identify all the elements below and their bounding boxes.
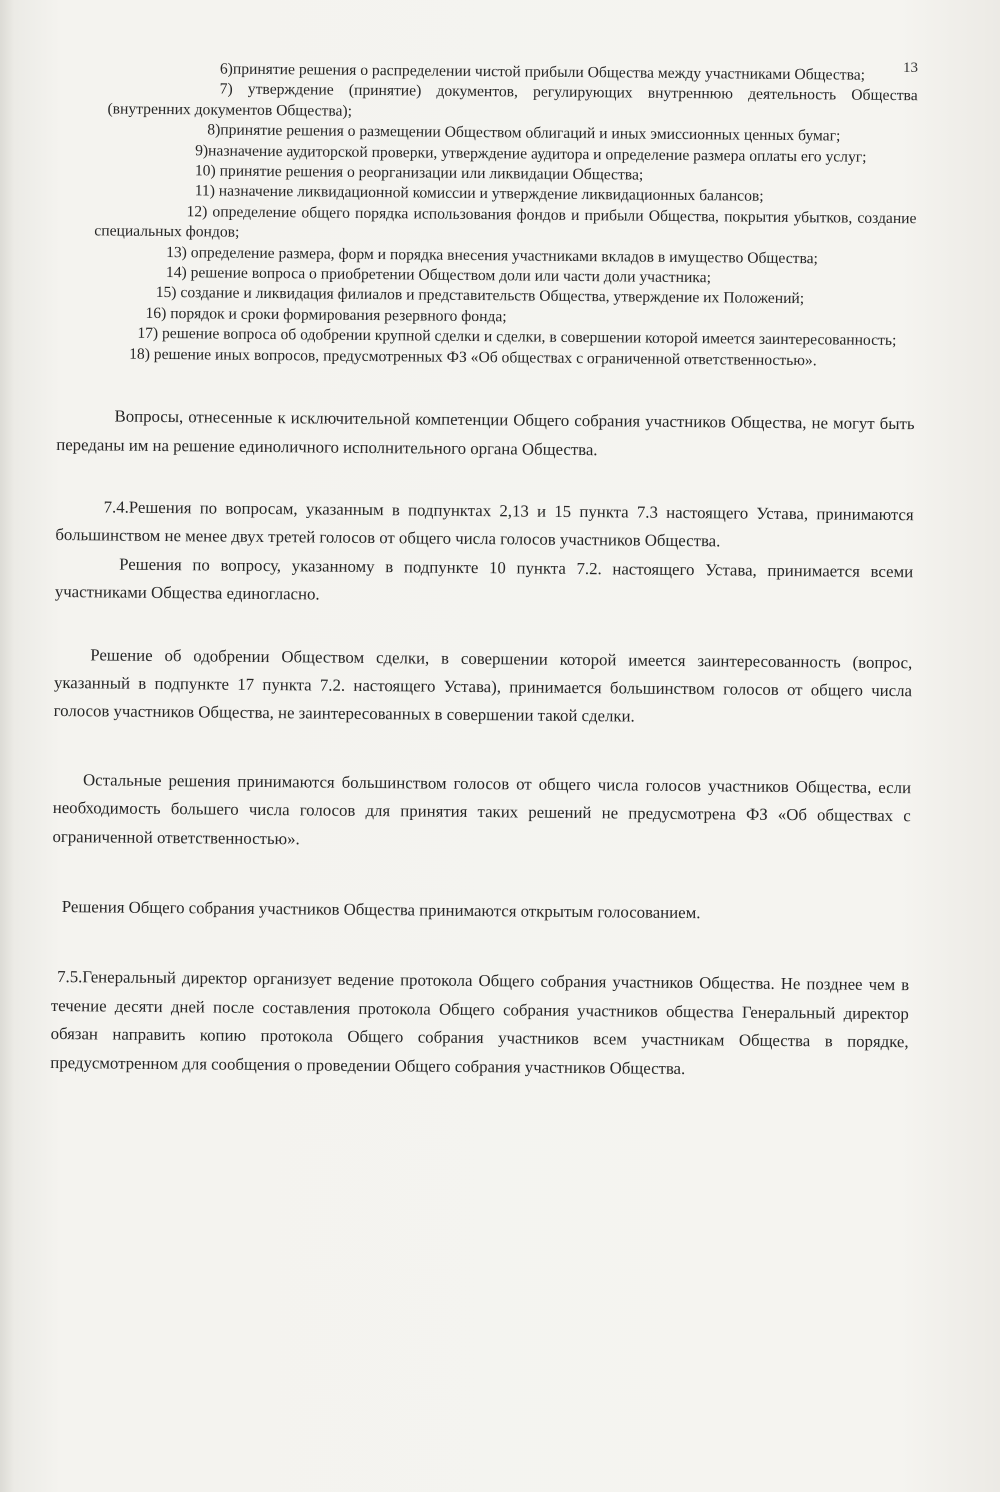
- competence-list: [57, 58, 918, 372]
- paragraph-other-decisions: Остальные решения принимаются большинством голосов от общего числа голосов участников Общества, если необходимость большего числа голосов для принятия таких решений не предусмотрена ФЗ «Об обществах с ограниченной ответственностью».: [52, 770, 912, 848]
- paragraph-unanimous-decision: Решения по вопросу, указанному в подпункте 10 пункта 7.2. настоящего Устава, принимается всеми участниками Общества единогласно.: [54, 554, 914, 604]
- scan-edge-shadow: [0, 0, 14, 1492]
- paragraph-clause-7-5: 7.5.Генеральный директор организует ведение протокола Общего собрания участников Общества. Не позднее чем в течение десяти дней после составления протокола Общего собрания участников общества Генеральный директор обязан направить копию протокола Общего собрания участников всем участникам Общества в порядке, предусмотренном для сообщения о проведении Общего собрания участников Общества.: [50, 967, 910, 1078]
- list-item-6: 6)принятие решения о распределении чистой прибыли Общества между участниками Общества;: [219, 60, 866, 84]
- document-body: [50, 402, 914, 1085]
- paragraph-open-voting: Решения Общего собрания участников Общества принимаются открытым голосованием.: [61, 897, 701, 923]
- list-item-7: 7) утверждение (принятие) документов, регулирующих внутреннюю деятельность Общества (внутренних документов Общества);: [107, 80, 918, 120]
- list-item-10: 10) принятие решения о реорганизации или ликвидации Общества;: [194, 162, 644, 184]
- list-item-9: 9)назначение аудиторской проверки, утверждение аудитора и определение размера оплаты его услуг;: [195, 141, 867, 166]
- list-item-13: 13) определение размера, форм и порядка внесения участниками вкладов в имущество Общества;: [166, 243, 818, 267]
- document-content: [50, 58, 918, 1085]
- paragraph-exclusive-competence: Вопросы, отнесенные к исключительной компетенции Общего собрания участников Общества, не могут быть переданы им на решение единоличного исполнительного органа Общества.: [56, 406, 915, 459]
- paragraph-interested-deal: Решение об одобрении Обществом сделки, в совершении которой имеется заинтересованность (вопрос, указанный в подпункте 17 пункта 7.2. настоящего Устава), принимается большинством голосов от общего числа голосов участников Общества, не заинтересованных в совершении такой сделки.: [53, 644, 913, 726]
- paragraph-clause-7-4: 7.4.Решения по вопросам, указанным в подпунктах 2,13 и 15 пункта 7.3 настоящего Устава, принимаются большинством не менее двух третей голосов от общего числа голосов участников Общества.: [55, 497, 914, 551]
- page-number: 13: [903, 60, 918, 76]
- list-item-14: 14) решение вопроса о приобретении Обществом доли или части доли участника;: [165, 264, 712, 287]
- list-item-8: 8)принятие решения о размещении Обществом облигаций и иных эмиссионных ценных бумаг;: [207, 121, 841, 145]
- list-item-16: 16) порядок и сроки формирования резервного фонда;: [145, 304, 507, 326]
- list-item-18: 18) решение иных вопросов, предусмотренных ФЗ «Об обществах с ограниченной ответственностью».: [129, 345, 817, 369]
- list-item-15: 15) создание и ликвидация филиалов и представительств Общества, утверждение их Положений;: [155, 284, 805, 308]
- list-item-11: 11) назначение ликвидационной комиссии и утверждение ликвидационных балансов;: [194, 182, 764, 206]
- list-item-12: 12) определение общего порядка использования фондов и прибыли Общества, покрытия убытков, создание специальных фондов;: [94, 203, 917, 241]
- list-item-17: 17) решение вопроса об одобрении крупной сделки и сделки, в совершении которой имеется заинтересованность;: [137, 325, 897, 350]
